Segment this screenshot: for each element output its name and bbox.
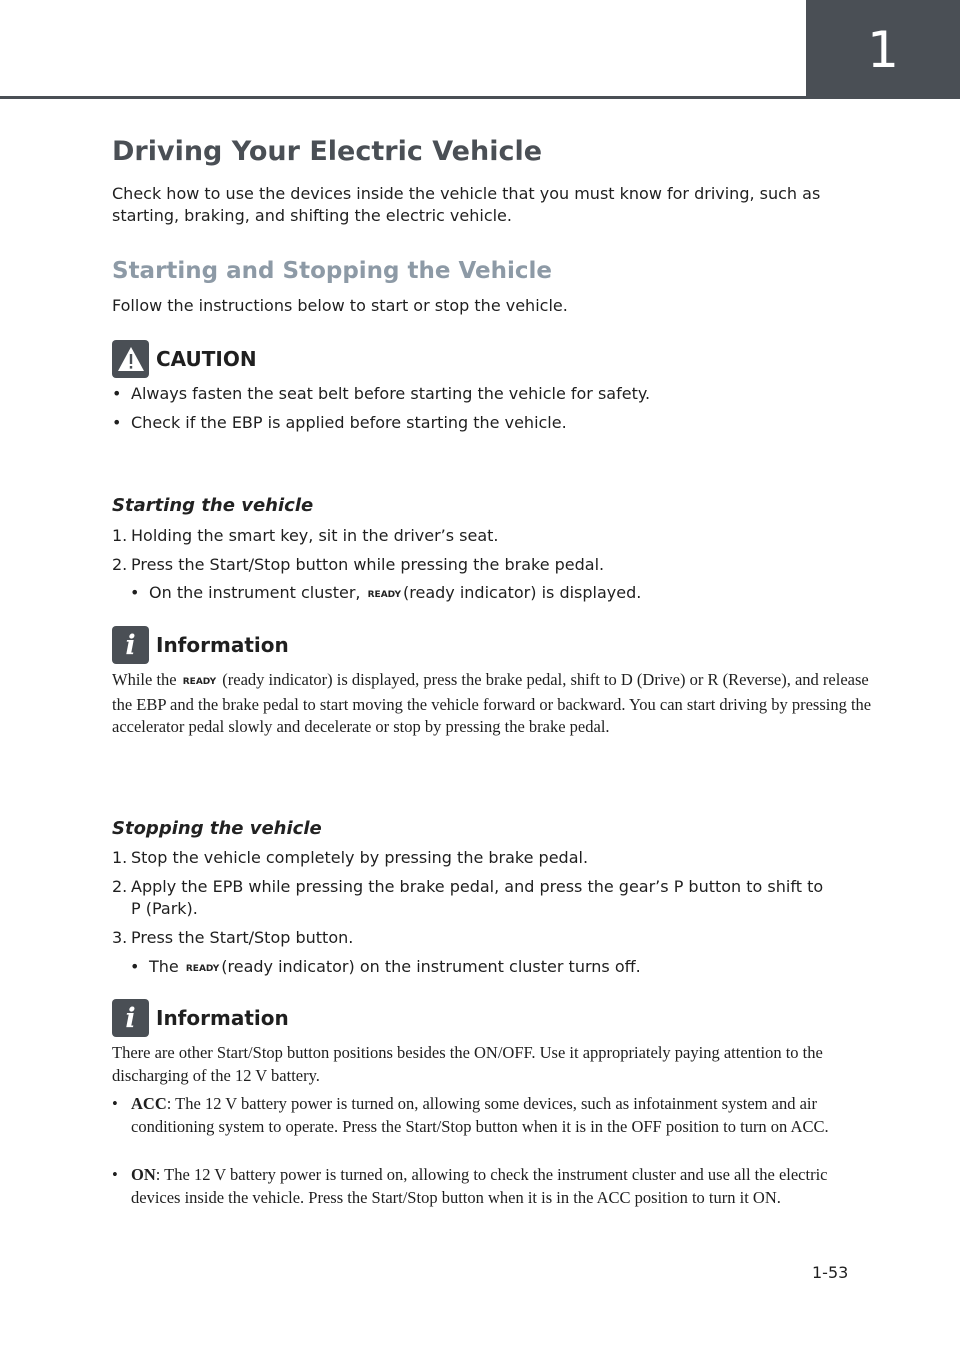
bullet-dot: • [112, 1165, 118, 1184]
info-bullet-acc: • ACC: The 12 V battery power is turned on, allowing some devices, such as infotainment system and air conditioning system to operate. Press the Start/Stop button when it is in the OFF position to turn on ACC. [112, 1094, 829, 1136]
ready-indicator-icon: READY [182, 677, 217, 687]
chapter-tab: 1 [806, 0, 960, 99]
info-header [112, 626, 289, 664]
caution-header [112, 340, 257, 378]
info-icon: i [112, 999, 149, 1037]
info-icon: i [112, 626, 149, 664]
info-title: Information [156, 633, 289, 657]
starting-sub-bullet: • On the instrument cluster, READY (ready indicator) is displayed. [130, 582, 641, 606]
stopping-title: Stopping the vehicle [112, 818, 322, 839]
bullet-dot: • [130, 583, 140, 602]
page-title: Driving Your Electric Vehicle [112, 136, 543, 167]
info-title: Information [156, 1006, 289, 1030]
starting-title: Starting the vehicle [112, 495, 314, 516]
info-bullet-on: • ON: The 12 V battery power is turned on, allowing to check the instrument cluster and use all the electric devices inside the vehicle. Press the Start/Stop button when it is in the ACC position to turn it ON. [112, 1165, 828, 1207]
stopping-sub-bullet: • The READY (ready indicator) on the instrument cluster turns off. [130, 956, 641, 980]
starting-step-1: 1. Holding the smart key, sit in the driver’s seat. [112, 526, 499, 545]
stopping-step-2: 2. Apply the EPB while pressing the brake pedal, and press the gear’s P button to shift to P (Park). [112, 877, 824, 918]
bullet-dot: • [112, 384, 122, 403]
intro-paragraph: Check how to use the devices inside the vehicle that you must know for driving, such as starting, braking, and shifting the electric vehicle. [112, 184, 821, 225]
starting-step-2: 2. Press the Start/Stop button while pressing the brake pedal. [112, 555, 605, 574]
bullet-dot: • [130, 957, 140, 976]
bullet-dot: • [112, 1094, 118, 1113]
ready-indicator-icon: READY [367, 590, 401, 600]
section-title: Starting and Stopping the Vehicle [112, 258, 553, 284]
chapter-rule [0, 96, 806, 99]
bullet-dot: • [112, 413, 122, 432]
info-header [112, 999, 289, 1037]
section-intro: Follow the instructions below to start or stop the vehicle. [112, 296, 568, 315]
caution-item: • Check if the EBP is applied before starting the vehicle. [112, 413, 567, 432]
info-paragraph: While the READY (ready indicator) is displayed, press the brake pedal, shift to D (Drive) or R (Reverse), and release the EBP and the brake pedal to start moving the vehicle forward or backward. You can start driving by pressing the accelerator pedal slowly and decelerate or stop by pressing the brake pedal. [112, 670, 872, 736]
warning-icon [112, 340, 149, 378]
caution-title: CAUTION [156, 347, 257, 371]
caution-item: • Always fasten the seat belt before starting the vehicle for safety. [112, 384, 651, 403]
stopping-step-3: 3. Press the Start/Stop button. [112, 928, 354, 947]
info-paragraph: There are other Start/Stop button positions besides the ON/OFF. Use it appropriately paying attention to the discharging of the 12 V battery. [112, 1043, 823, 1085]
ready-indicator-icon: READY [185, 964, 220, 974]
stopping-step-1: 1. Stop the vehicle completely by pressing the brake pedal. [112, 848, 589, 867]
page-number: 1-53 [812, 1263, 849, 1282]
